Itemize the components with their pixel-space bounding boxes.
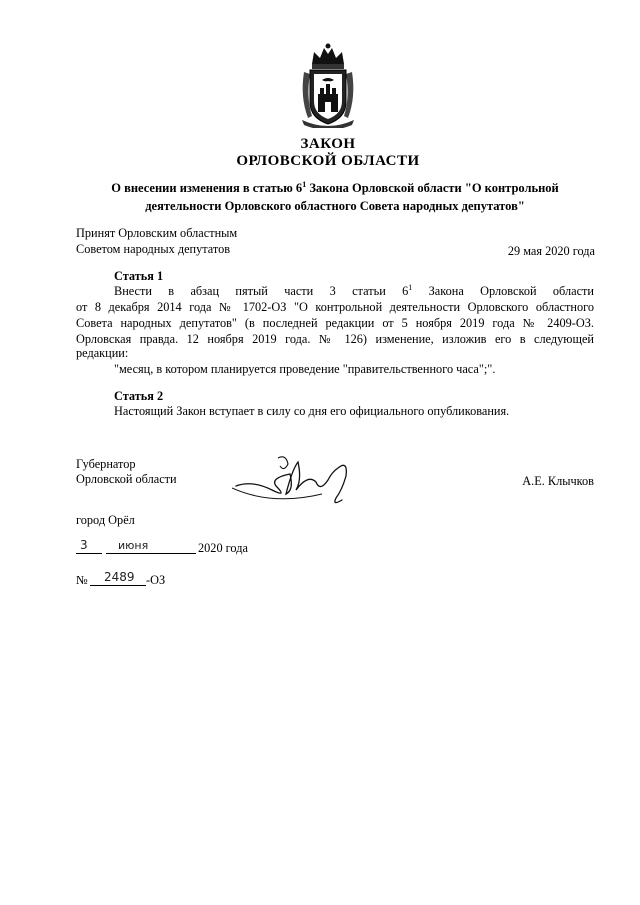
article-1-quote: "месяц, в котором планируется проведение "правительственного часа";". — [114, 362, 496, 376]
subject-text: О внесении изменения в статью 6 — [111, 181, 303, 195]
law-number-prefix: № — [76, 573, 88, 587]
adoption-date: 29 мая 2020 года — [507, 244, 595, 258]
law-title: ЗАКОН — [300, 136, 356, 152]
city: город Орёл — [76, 513, 135, 527]
article-1-text: Внести в абзац пятый части 3 статьи 6 — [114, 284, 409, 298]
article-1-line-1 — [114, 283, 594, 299]
month-underline — [106, 553, 196, 554]
article-1-line-5: редакции: — [76, 346, 129, 360]
coat-of-arms-emblem — [298, 42, 358, 128]
sign-day: 3 — [80, 538, 88, 552]
article-2-heading: Статья 2 — [114, 389, 164, 403]
article-1-text-cont: Закона Орловской области — [412, 284, 594, 298]
signer-position-line-1: Губернатор — [76, 457, 136, 471]
signer-name: А.Е. Клычков — [522, 474, 594, 488]
day-underline — [76, 553, 102, 554]
signer-position-line-2: Орловской области — [76, 472, 177, 486]
subject-text-cont: Закона Орловской области "О контрольной — [306, 181, 559, 195]
subject-superscript: 1 — [302, 180, 307, 189]
adoption-line-2: Советом народных депутатов — [76, 242, 231, 256]
article-2-text: Настоящий Закон вступает в силу со дня его официального опубликования. — [114, 404, 510, 418]
article-1-heading: Статья 1 — [114, 269, 164, 283]
article-1-line-3: Совета народных депутатов" (в последней редакции от 5 ноября 2019 года № 2409-ОЗ. — [76, 316, 594, 330]
law-number: 2489 — [104, 570, 135, 584]
adoption-line-1: Принят Орловским областным — [76, 226, 238, 240]
article-1-superscript: 1 — [408, 283, 413, 292]
article-1-line-4: Орловская правда. 12 ноября 2019 года. № 126) изменение, изложив его в следующей — [76, 332, 594, 346]
sign-year: 2020 года — [198, 541, 248, 555]
article-1-line-2: от 8 декабря 2014 года № 1702-ОЗ "О контрольной деятельности Орловского областного — [76, 300, 594, 314]
law-number-suffix: -ОЗ — [146, 573, 166, 587]
sign-month: июня — [118, 539, 149, 552]
region-title: ОРЛОВСКОЙ ОБЛАСТИ — [236, 153, 420, 169]
handwritten-signature — [232, 450, 362, 510]
law-subject-line-2: деятельности Орловского областного Совета народных депутатов" — [145, 199, 525, 213]
law-subject-line-1 — [60, 181, 610, 196]
number-underline — [90, 585, 146, 586]
